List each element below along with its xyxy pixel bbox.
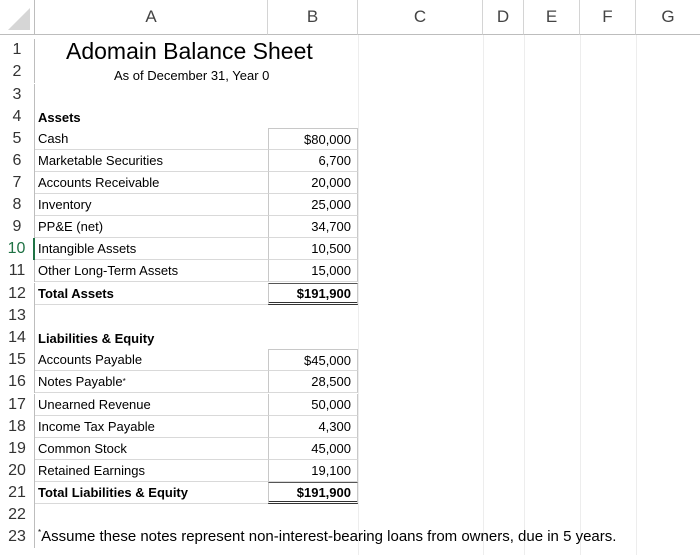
row-header-15[interactable]: 15 xyxy=(0,349,35,371)
row-header-11[interactable]: 11 xyxy=(0,260,35,282)
liability-value-unearned-revenue[interactable]: 50,000 xyxy=(268,394,358,416)
liability-value-income-tax-payable[interactable]: 4,300 xyxy=(268,416,358,438)
asset-label-marketable-securities[interactable]: Marketable Securities xyxy=(35,150,268,172)
row-header-5[interactable]: 5 xyxy=(0,128,35,150)
liability-value-accounts-payable[interactable]: $45,000 xyxy=(268,349,358,371)
asset-value-ppe[interactable]: 34,700 xyxy=(268,216,358,238)
gridline xyxy=(358,35,359,555)
notes-payable-footnote-marker: * xyxy=(122,377,126,386)
row-header-6[interactable]: 6 xyxy=(0,150,35,172)
row-header-8[interactable]: 8 xyxy=(0,194,35,216)
column-header-c[interactable]: C xyxy=(358,0,483,35)
row-header-10[interactable]: 10 xyxy=(0,238,35,260)
asset-label-cash[interactable]: Cash xyxy=(35,128,268,150)
gridline xyxy=(580,35,581,555)
equity-label-retained-earnings[interactable]: Retained Earnings xyxy=(35,460,268,482)
equity-value-retained-earnings[interactable]: 19,100 xyxy=(268,460,358,482)
row-header-23[interactable]: 23 xyxy=(0,526,35,548)
total-assets-label[interactable]: Total Assets xyxy=(35,283,268,305)
row-header-9[interactable]: 9 xyxy=(0,216,35,238)
asset-label-ppe[interactable]: PP&E (net) xyxy=(35,216,268,238)
assets-heading[interactable]: Assets xyxy=(38,109,81,125)
asset-label-inventory[interactable]: Inventory xyxy=(35,194,268,216)
column-header-f[interactable]: F xyxy=(580,0,636,35)
asset-value-other-long-term[interactable]: 15,000 xyxy=(268,260,358,282)
row-header-20[interactable]: 20 xyxy=(0,460,35,482)
row-header-13[interactable]: 13 xyxy=(0,305,35,327)
asset-label-intangible-assets[interactable]: Intangible Assets xyxy=(35,238,268,260)
asset-value-marketable-securities[interactable]: 6,700 xyxy=(268,150,358,172)
row-header-18[interactable]: 18 xyxy=(0,416,35,438)
footnote-cell[interactable] xyxy=(38,528,616,545)
liability-label-notes-payable[interactable] xyxy=(35,371,268,393)
liability-label-unearned-revenue[interactable]: Unearned Revenue xyxy=(35,394,268,416)
asset-value-cash[interactable]: $80,000 xyxy=(268,128,358,150)
total-assets-value[interactable]: $191,900 xyxy=(268,283,358,305)
row-header-3[interactable]: 3 xyxy=(0,84,35,106)
liabilities-heading[interactable]: Liabilities & Equity xyxy=(38,330,155,346)
row-header-4[interactable]: 4 xyxy=(0,106,35,128)
select-all-triangle-icon xyxy=(8,8,30,30)
row-header-12[interactable]: 12 xyxy=(0,283,35,305)
total-liabilities-equity-value[interactable]: $191,900 xyxy=(268,482,358,504)
asset-label-other-long-term[interactable]: Other Long-Term Assets xyxy=(35,260,268,282)
column-header-d[interactable]: D xyxy=(483,0,524,35)
footnote-text: Assume these notes represent non-interest-bearing loans from owners, due in 5 years. xyxy=(41,528,617,545)
liability-label-accounts-payable[interactable]: Accounts Payable xyxy=(35,349,268,371)
equity-label-common-stock[interactable]: Common Stock xyxy=(35,438,268,460)
row-header-21[interactable]: 21 xyxy=(0,482,35,504)
asset-label-accounts-receivable[interactable]: Accounts Receivable xyxy=(35,172,268,194)
gridline xyxy=(483,35,484,555)
column-header-a[interactable]: A xyxy=(35,0,268,35)
row-header-16[interactable]: 16 xyxy=(0,371,35,393)
row-header-22[interactable]: 22 xyxy=(0,504,35,526)
footnote-marker: * xyxy=(38,528,42,537)
gridline xyxy=(524,35,525,555)
liability-label-income-tax-payable[interactable]: Income Tax Payable xyxy=(35,416,268,438)
asset-value-inventory[interactable]: 25,000 xyxy=(268,194,358,216)
sheet-subtitle[interactable]: As of December 31, Year 0 xyxy=(114,68,270,83)
column-header-b[interactable]: B xyxy=(268,0,358,35)
total-liabilities-equity-label[interactable]: Total Liabilities & Equity xyxy=(35,482,268,504)
liability-value-notes-payable[interactable]: 28,500 xyxy=(268,371,358,393)
asset-value-accounts-receivable[interactable]: 20,000 xyxy=(268,172,358,194)
equity-value-common-stock[interactable]: 45,000 xyxy=(268,438,358,460)
row-header-7[interactable]: 7 xyxy=(0,172,35,194)
row-header-1[interactable]: 1 xyxy=(0,39,35,61)
row-header-14[interactable]: 14 xyxy=(0,327,35,349)
asset-value-intangible-assets[interactable]: 10,500 xyxy=(268,238,358,260)
row-header-2[interactable]: 2 xyxy=(0,61,35,83)
gridline xyxy=(636,35,637,555)
select-all-corner[interactable] xyxy=(0,0,35,35)
column-header-e[interactable]: E xyxy=(524,0,580,35)
row-header-19[interactable]: 19 xyxy=(0,438,35,460)
row-header-17[interactable]: 17 xyxy=(0,394,35,416)
sheet-title[interactable]: Adomain Balance Sheet xyxy=(66,38,313,64)
column-header-g[interactable]: G xyxy=(636,0,700,35)
notes-payable-text: Notes Payable xyxy=(38,374,123,389)
